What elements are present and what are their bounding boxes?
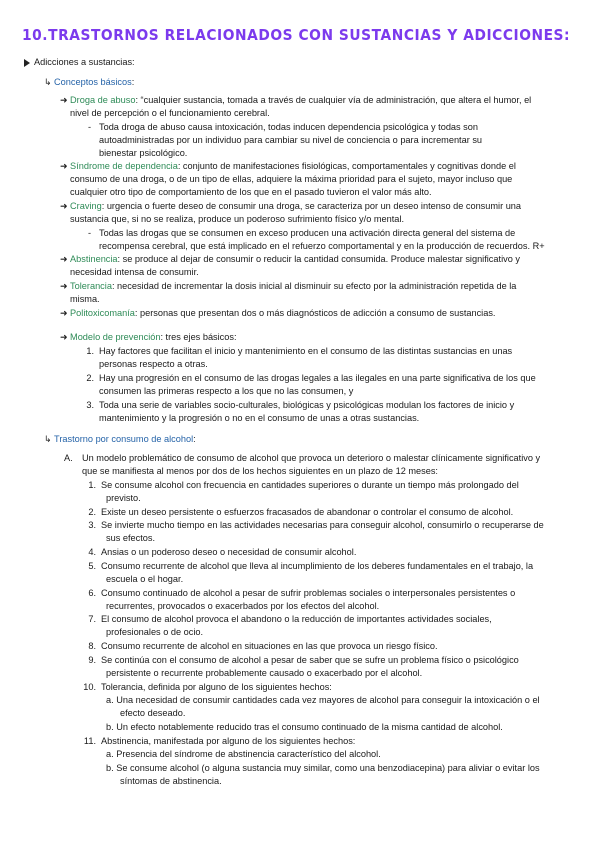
sindrome-line-3: cualquier otro tipo de comportamiento de los que en el pasado tuvieron el valor más alto. (70, 187, 432, 197)
alcohol-criterion-9: 9. Se continúa con el consumo de alcohol a pesar de saber que se sufre un problema físico o psicológico (88, 655, 519, 665)
droga-item: ➜ Droga de abuso: “cualquier sustancia, tomada a través de cualquier vía de administración, que altera el humor, el (60, 95, 532, 105)
alcohol-criterion-4: 4. Ansias o un poderoso deseo o necesidad de consumir alcohol. (88, 547, 357, 557)
alcohol-criterion-1-line-2: previsto. (106, 493, 141, 503)
alcohol-criterion-10: 10. Tolerancia, definida por alguno de los siguientes hechos: (83, 682, 332, 692)
modelo-item-2: 2. Hay una progresión en el consumo de las drogas legales a las ilegales en una parte significativa de los que (86, 373, 536, 383)
right-arrow-icon: ➜ (60, 281, 71, 291)
alcohol-criterion-6: 6. Consumo continuado de alcohol a pesar de sufrir problemas sociales o interpersonales persistentes o (88, 588, 516, 598)
modelo-item-1-line-2: personas respecto a otras. (99, 359, 208, 369)
tolerancia-item: ➜ Tolerancia: necesidad de incrementar la dosis inicial al disminuir su efecto por la administración repetida de la (60, 281, 517, 291)
abstinencia-item: ➜ Abstinencia: se produce al dejar de consumir o reducir la cantidad consumida. Produce malestar significativo y (60, 254, 520, 264)
alcohol-criterion-9-line-2: persistente o recurrente probablemente causado o exacerbado por el alcohol. (106, 668, 423, 678)
alcohol-criterion-6-line-2: recurrentes, provocados o exacerbados por los efectos del alcohol. (106, 601, 380, 611)
modelo-heading: ➜ Modelo de prevención: tres ejes básicos: (60, 332, 237, 342)
tolerancia-line-2: misma. (70, 294, 100, 304)
craving-line-2: sustancia que, si no se realiza, produce un poderoso sufrimiento físico y/o mental. (70, 214, 404, 224)
droga-sub (88, 121, 91, 134)
alcohol-criterion-5-line-2: escuela o el hogar. (106, 574, 184, 584)
page-title: 10.TRASTORNOS RELACIONADOS CON SUSTANCIAS Y ADICCIONES: (22, 26, 571, 44)
right-arrow-icon: ➜ (60, 95, 71, 105)
right-arrow-icon: ➜ (60, 201, 71, 211)
abstinencia-b-line-1: b. Se consume alcohol (o alguna sustancia muy similar, como una benzodiacepina) para aliviar o evitar los (106, 763, 540, 773)
right-arrow-icon: ➜ (60, 308, 71, 318)
alcohol-criterion-2: 2. Existe un deseo persistente o esfuerzos fracasados de abandonar o controlar el consumo de alcohol. (88, 507, 514, 517)
modelo-item-2-line-2: consumen las primeras respecto a los que no las consumen, y (99, 386, 354, 396)
abstinencia-a-line-1: a. Presencia del síndrome de abstinencia característico del alcohol. (106, 749, 381, 759)
alcohol-criterion-8: 8. Consumo recurrente de alcohol en situaciones en las que provoca un riesgo físico. (88, 641, 438, 651)
alcohol-criterion-7-line-2: profesionales o de ocio. (106, 627, 204, 637)
dash-bullet-icon: - (88, 228, 92, 238)
criterion-a-line-2: que se manifiesta al menos por dos de los hechos siguientes en un plazo de 12 meses: (82, 466, 438, 476)
droga-line-2: nivel de percepción o el funcionamiento cerebral. (70, 108, 270, 118)
alcohol-criterion-1: 1. Se consume alcohol con frecuencia en cantidades superiores o durante un tiempo más prolongado del (88, 480, 519, 490)
dash-bullet-icon: - (88, 122, 92, 132)
corner-arrow-icon: ↳ (44, 434, 55, 444)
alcohol-heading: ↳ Trastorno por consumo de alcohol: (44, 434, 196, 444)
triangle-bullet-icon (24, 59, 30, 67)
conceptos-heading: ↳ Conceptos básicos: (44, 77, 135, 87)
corner-arrow-icon: ↳ (44, 77, 55, 87)
modelo-item-3-line-2: mantenimiento y la progresión o no en el consumo de unas a otras sustancias. (99, 413, 420, 423)
modelo-item-1: 1. Hay factores que facilitan el inicio y mantenimiento en el consumo de las distintas sustancias en unas (86, 346, 513, 356)
criterion-a: A. Un modelo problemático de consumo de alcohol que provoca un deterioro o malestar clínicamente significativo y (64, 453, 541, 463)
craving-item: ➜ Craving: urgencia o fuerte deseo de consumir una droga, se caracteriza por un deseo intenso de consumir una (60, 201, 522, 211)
craving-sub-line-2: recompensa cerebral, que está implicado en el refuerzo comportamental y en la producción de recuerdos. R+ (99, 241, 545, 251)
craving-sub (88, 227, 91, 240)
politoxicomania-item: ➜ Politoxicomanía: personas que presentan dos o más diagnósticos de adicción a consumo de sustancias. (60, 308, 496, 318)
alcohol-criterion-3: 3. Se invierte mucho tiempo en las actividades necesarias para conseguir alcohol, consumirlo o recuperarse de (88, 520, 544, 530)
alcohol-criterion-3-line-2: sus efectos. (106, 533, 156, 543)
modelo-item-3: 3. Toda una serie de variables socio-culturales, biológicas y psicológicas modulan los factores de inicio y (86, 400, 515, 410)
abstinencia-b-line-2: síntomas de abstinencia. (120, 776, 222, 786)
droga-sub-line-3: bienestar psicológico. (99, 148, 188, 158)
droga-sub-line-2: autoadministradas por un individuo para cambiar su nivel de conciencia o para incrementar su (99, 135, 483, 145)
abstinencia-line-2: necesidad intensa de consumir. (70, 267, 199, 277)
alcohol-criterion-11: 11. Abstinencia, manifestada por alguno de los siguientes hechos: (83, 736, 356, 746)
intro-line: Adicciones a sustancias: (24, 56, 135, 69)
right-arrow-icon: ➜ (60, 161, 71, 171)
droga-sub-line-1: Toda droga de abuso causa intoxicación, todas inducen dependencia psicológica y todas son (99, 122, 478, 132)
sindrome-line-2: consumo de una droga, o de un tipo de ellas, adquiere la máxima prioridad para el sujeto, mayor incluso que (70, 174, 513, 184)
tolerancia-a-line-1: a. Una necesidad de consumir cantidades cada vez mayores de alcohol para conseguir la intoxicación o el (106, 695, 540, 705)
craving-sub-line-1: Todas las drogas que se consumen en exceso producen una activación directa general del sistema de (99, 228, 516, 238)
right-arrow-icon: ➜ (60, 254, 71, 264)
tolerancia-b-line-1: b. Un efecto notablemente reducido tras el consumo continuado de la misma cantidad de alcohol. (106, 722, 503, 732)
sindrome-item: ➜ Síndrome de dependencia: conjunto de manifestaciones fisiológicas, comportamentales y cognitivas donde el (60, 161, 516, 171)
tolerancia-a-line-2: efecto deseado. (120, 708, 186, 718)
alcohol-criterion-5: 5. Consumo recurrente de alcohol que lleva al incumplimiento de los deberes fundamentales en el trabajo, la (88, 561, 534, 571)
alcohol-criterion-7: 7. El consumo de alcohol provoca el abandono o la reducción de importantes actividades sociales, (88, 614, 492, 624)
right-arrow-icon: ➜ (60, 332, 71, 342)
